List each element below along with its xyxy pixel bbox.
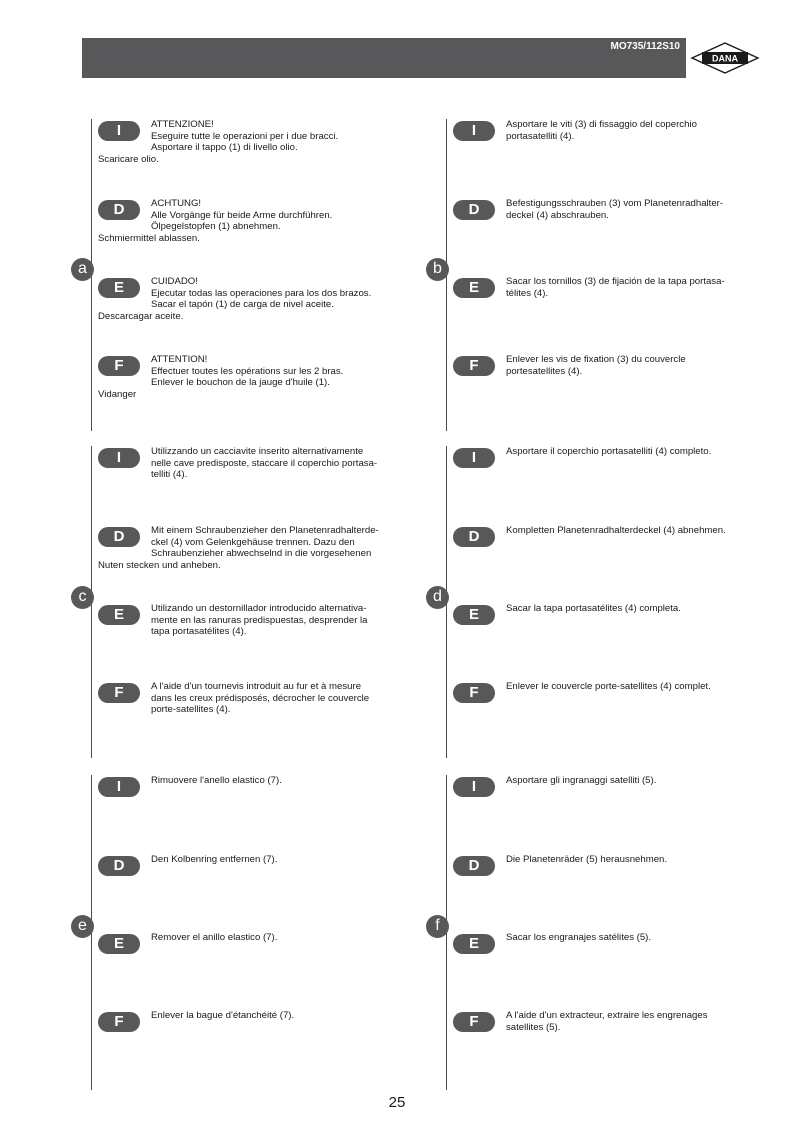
- instruction-text: Sacar la tapa portasatélites (4) completa.: [506, 603, 681, 614]
- instruction-text: Befestigungsschrauben (3) vom Planetenradhalter- deckel (4) abschrauben.: [506, 198, 724, 221]
- instruction-text: A l'aide d'un extracteur, extraire les engrenages satellites (5).: [506, 1010, 708, 1033]
- language-badge-d: D: [453, 200, 495, 220]
- instruction-text: Kompletten Planetenradhalterdeckel (4) abnehmen.: [506, 525, 726, 536]
- language-badge-i: I: [98, 121, 140, 141]
- header-bar: [82, 38, 686, 78]
- language-badge-e: E: [453, 605, 495, 625]
- instruction-text: ACHTUNG! Alle Vorgänge für beide Arme durchführen. Ölpegelstopfen (1) abnehmen.: [151, 198, 333, 232]
- language-badge-i: I: [98, 448, 140, 468]
- page-number: 25: [388, 1094, 406, 1111]
- step-letter-e: e: [71, 915, 94, 938]
- step-letter-b: b: [426, 258, 449, 281]
- instruction-text: Asportare le viti (3) di fissaggio del coperchio portasatelliti (4).: [506, 119, 697, 142]
- step-letter-d: d: [426, 586, 449, 609]
- logo-text: DANA: [712, 53, 738, 64]
- instruction-text: Remover el anillo elastico (7).: [151, 932, 278, 943]
- language-badge-e: E: [98, 605, 140, 625]
- instruction-text: Enlever les vis de fixation (3) du couvercle portesatellites (4).: [506, 354, 686, 377]
- instruction-tail-text: Nuten stecken und anheben.: [98, 559, 221, 571]
- language-badge-e: E: [98, 278, 140, 298]
- language-badge-i: I: [98, 777, 140, 797]
- instruction-text: Sacar los tornillos (3) de fijación de la tapa portasa- télites (4).: [506, 276, 725, 299]
- instruction-text: Sacar los engranajes satélites (5).: [506, 932, 652, 943]
- instruction-text: Mit einem Schraubenzieher den Planetenradhalterde- ckel (4) vom Gelenkgehäuse trennen. Dazu den Schraubenzieher abwechselnd in die vorgesehenen: [151, 525, 379, 559]
- instruction-text: Asportare il coperchio portasatelliti (4) completo.: [506, 446, 712, 457]
- language-badge-i: I: [453, 448, 495, 468]
- instruction-text: Utilizando un destornillador introducido alternativa- mente en las ranuras predispuestas, desprender la tapa portasatélites (4).: [151, 603, 368, 637]
- instruction-text: Enlever le couvercle porte-satellites (4) complet.: [506, 681, 711, 692]
- language-badge-e: E: [453, 278, 495, 298]
- instruction-text: ATTENTION! Effectuer toutes les opérations sur les 2 bras. Enlever le bouchon de la jauge d'huile (1).: [151, 354, 344, 388]
- instruction-tail-text: Vidanger: [98, 388, 137, 400]
- instruction-text: A l'aide d'un tournevis introduit au fur et à mesure dans les creux prédisposés, décrocher le couvercle porte-satellites (4).: [151, 681, 370, 715]
- instruction-text: Rimuovere l'anello elastico (7).: [151, 775, 282, 786]
- language-badge-f: F: [453, 356, 495, 376]
- language-badge-f: F: [98, 1012, 140, 1032]
- instruction-text: Die Planetenräder (5) herausnehmen.: [506, 854, 668, 865]
- language-badge-f: F: [453, 683, 495, 703]
- language-badge-d: D: [453, 856, 495, 876]
- instruction-tail-text: Scaricare olio.: [98, 153, 159, 165]
- language-badge-d: D: [98, 856, 140, 876]
- language-badge-e: E: [453, 934, 495, 954]
- instruction-tail-text: Schmiermittel ablassen.: [98, 232, 200, 244]
- language-badge-f: F: [98, 683, 140, 703]
- language-badge-f: F: [98, 356, 140, 376]
- language-badge-d: D: [98, 527, 140, 547]
- step-letter-a: a: [71, 258, 94, 281]
- instruction-text: Asportare gli ingranaggi satelliti (5).: [506, 775, 657, 786]
- language-badge-e: E: [98, 934, 140, 954]
- instruction-text: Den Kolbenring entfernen (7).: [151, 854, 278, 865]
- language-badge-d: D: [453, 527, 495, 547]
- instruction-text: Utilizzando un cacciavite inserito alternativamente nelle cave predisposte, staccare il coperchio portasa- telliti (4).: [151, 446, 378, 480]
- step-letter-c: c: [71, 586, 94, 609]
- language-badge-i: I: [453, 121, 495, 141]
- instruction-text: ATTENZIONE! Eseguire tutte le operazioni per i due bracci. Asportare il tappo (1) di livello olio.: [151, 119, 339, 153]
- language-badge-f: F: [453, 1012, 495, 1032]
- dana-logo: [690, 40, 760, 76]
- language-badge-i: I: [453, 777, 495, 797]
- instruction-text: Enlever la bague d'étanchéité (7).: [151, 1010, 295, 1021]
- instruction-tail-text: Descarcagar aceite.: [98, 310, 184, 322]
- step-letter-f: f: [426, 915, 449, 938]
- instruction-text: CUIDADO! Ejecutar todas las operaciones para los dos brazos. Sacar el tapón (1) de carga de nivel aceite.: [151, 276, 372, 310]
- language-badge-d: D: [98, 200, 140, 220]
- document-code: MO735/112S10: [610, 41, 680, 52]
